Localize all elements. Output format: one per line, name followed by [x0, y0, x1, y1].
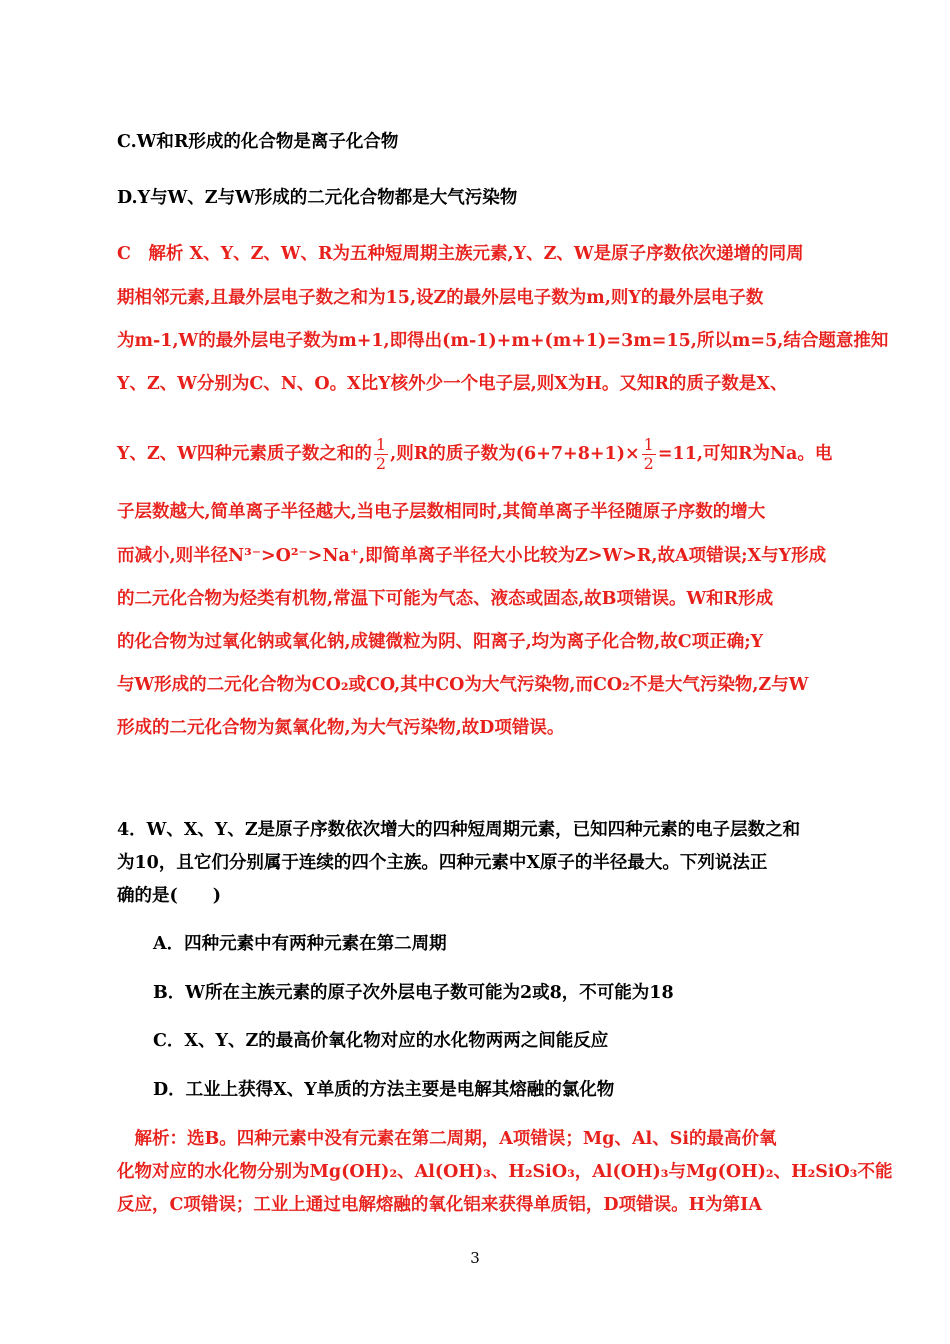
option-d: D.Y与W、Z与W形成的二元化合物都是大气污染物 — [117, 188, 518, 208]
page-number: 3 — [470, 1249, 480, 1267]
fraction-one-half-2 — [642, 436, 656, 473]
q4-option-b: B．W所在主族元素的原子次外层电子数可能为2或8，不可能为18 — [153, 983, 674, 1003]
solution-line-11: 形成的二元化合物为氮氧化物,为大气污染物,故D项错误。 — [117, 718, 565, 738]
solution-line-2: 期相邻元素,且最外层电子数之和为15,设Z的最外层电子数为m,则Y的最外层电子数 — [117, 288, 764, 308]
solution-line-7: 而减小,则半径N³⁻>O²⁻>Na⁺,即简单离子半径大小比较为Z>W>R,故A项错误;X与Y形成 — [117, 546, 827, 566]
option-c: C.W和R形成的化合物是离子化合物 — [117, 132, 399, 152]
solution-line-3: 为m-1,W的最外层电子数为m+1,即得出(m-1)+m+(m+1)=3m=15,所以m=5,结合题意推知 — [117, 331, 889, 351]
solution-line-10: 与W形成的二元化合物为CO₂或CO,其中CO为大气污染物,而CO₂不是大气污染物,Z与W — [117, 675, 809, 695]
q4-option-c: C．X、Y、Z的最高价氧化物对应的水化物两两之间能反应 — [153, 1031, 609, 1051]
fraction-denominator: 2 — [375, 454, 387, 473]
solution-line-1: C 解析 X、Y、Z、W、R为五种短周期主族元素,Y、Z、W是原子序数依次递增的同周 — [117, 244, 804, 264]
fraction-denominator: 2 — [643, 454, 654, 473]
question-4-stem-1: 4．W、X、Y、Z是原子序数依次增大的四种短周期元素，已知四种元素的电子层数之和 — [117, 820, 801, 840]
q4-solution-line-1: 解析：选B。四种元素中没有元素在第二周期，A项错误；Mg、Al、Si的最高价氧 — [117, 1129, 777, 1149]
solution-line-6: 子层数越大,简单离子半径越大,当电子层数相同时,其简单离子半径随原子序数的增大 — [117, 502, 766, 522]
fraction-numerator: 1 — [375, 435, 387, 454]
solution-line-5-part-a: Y、Z、W四种元素质子数之和的 — [117, 444, 372, 464]
solution-line-5 — [117, 434, 832, 474]
fraction-one-half — [374, 436, 388, 473]
solution-line-5-part-b: ,则R的质子数为(6+7+8+1)× — [390, 444, 640, 464]
question-4-stem-2: 为10，且它们分别属于连续的四个主族。四种元素中X原子的半径最大。下列说法正 — [117, 853, 768, 873]
q4-solution-line-2: 化物对应的水化物分别为Mg(OH)₂、Al(OH)₃、H₂SiO₃，Al(OH)₃与Mg(OH)₂、H₂SiO₃不能 — [117, 1162, 893, 1182]
solution-line-8: 的二元化合物为烃类有机物,常温下可能为气态、液态或固态,故B项错误。W和R形成 — [117, 589, 774, 609]
q4-option-d: D．工业上获得X、Y单质的方法主要是电解其熔融的氯化物 — [153, 1080, 615, 1100]
fraction-numerator: 1 — [643, 435, 654, 454]
solution-line-5-part-c: =11,可知R为Na。电 — [657, 444, 833, 464]
solution-line-4: Y、Z、W分别为C、N、O。X比Y核外少一个电子层,则X为H。又知R的质子数是X、 — [117, 374, 788, 394]
solution-line-9: 的化合物为过氧化钠或氧化钠,成键微粒为阴、阳离子,均为离子化合物,故C项正确;Y — [117, 632, 764, 652]
q4-solution-line-3: 反应，C项错误；工业上通过电解熔融的氧化铝来获得单质铝，D项错误。H为第ⅠA — [117, 1195, 762, 1215]
q4-option-a: A．四种元素中有两种元素在第二周期 — [153, 934, 447, 954]
question-4-stem-3: 确的是( ) — [117, 886, 222, 906]
